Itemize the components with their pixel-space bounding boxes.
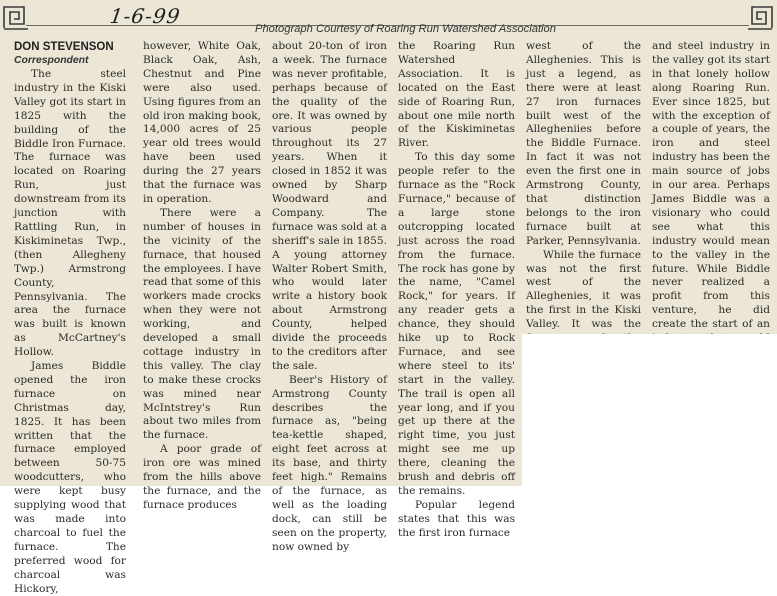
greek-key-ornament-icon xyxy=(748,4,774,30)
handwritten-date: 1-6-99 xyxy=(108,4,183,28)
paragraph: however, White Oak, Black Oak, Ash, Chestnut and Pine were also used. Using figures from an old iron making book, 14,000 acres of 25 year old trees would have been used during the 27 years that the furnace was in operation. xyxy=(143,40,261,205)
paragraph: James Biddle opened the iron furnace on Christmas day, 1825. It has been written that the furnace employed between 50-75 woodcutters, who were kept busy supplying wood that was made into charcoal to fuel the furnace. The preferred wood for charcoal was Hickory, xyxy=(14,360,126,595)
paragraph: To this day some people refer to the furnace as the "Rock Furnace," because of a large stone outcropping located just across the road from the furnace. The rock has gone by the name, "Camel Rock," for years. If any reader gets a chance, they should hike up to Rock Furnace, and see where steel to its' start in the valley. The trail is open all year long, and if you get up there at the right time, you just might see me up there, cleaning the brush and debris off the remains. xyxy=(398,151,515,497)
photo-credit: Photograph Courtesy of Roaring Run Watershed Association xyxy=(255,23,556,35)
paragraph: Beer's History of Armstrong County describes the furnace as, "being tea-kettle shaped, eight feet across at its base, and thirty feet high." Remains of the furnace, as well as the loading dock, can still be seen on the property, now owned by xyxy=(272,373,387,553)
paragraph: west of the Alleghenies. This is just a legend, as there were at least 27 iron furnaces built west of the Allegheniies before the Biddle Furnace. In fact it was not even the first one in Armstrong County, that distinction belongs to the iron furnace built at Parker, Pennsylvania. xyxy=(526,40,641,247)
paragraph: and steel industry in the valley got its start in that lonely hollow along Roaring Run. Ever since 1825, but with the exception of a couple of years, the iron and steel industry has been the main source of jobs in our area. Perhaps James Biddle was a visionary who could see what this industry would mean to the valley in the future. While Biddle never realized a profit from this venture, he did create the start of an xyxy=(652,40,770,331)
author-byline: DON STEVENSON xyxy=(14,41,114,53)
paragraph: While the furnace was not the first west of the Alleghenies, it was the first in the Kiski Valley. It was the xyxy=(526,248,641,331)
greek-key-ornament-icon xyxy=(2,4,28,30)
author-role: Correspondent xyxy=(14,55,89,66)
paragraph: A poor grade of iron ore was mined from the hills above the furnace, and the furnace produces xyxy=(143,443,261,511)
article-column-6 xyxy=(652,40,770,374)
paragraph: about 20-ton of iron a week. The furnace was never profitable, perhaps because of the quality of the ore. It was owned by various people throughout its 27 years. When it closed in 1852 it was owned by Sharp Woodward and Company. The furnace was sold at a sheriff's sale in 1855. A young attorney Walter Robert Smith, who would later write a history book about Armstrong County, helped divide the proceeds to the creditors after the sale. xyxy=(272,40,387,372)
article-column-4 xyxy=(398,40,515,541)
article-column-1 xyxy=(14,40,126,596)
paragraph: The steel industry in the Kiski Valley got its start in 1825 with the building of the Biddle Iron Furnace. The furnace was located on Roaring Run, just downstream from its junction with Rattling Run, in Kiskiminetas Twp., (then Allegheny Twp.) Armstrong County, Pennsylvania. The area the furnace was built is known as McCartney's Hollow. xyxy=(14,68,126,359)
paragraph: There were a number of houses in the vicinity of the furnace, that housed the employees. I have read that some of this workers made crocks when they were not working, and developed a small cottage industry in this valley. The clay to make these crocks was mined near McIntstrey's Run about two miles from the furnace. xyxy=(143,206,261,442)
article-column-3 xyxy=(272,40,387,555)
paragraph: Popular legend states that this was the first iron furnace xyxy=(398,498,515,539)
paragraph: the Roaring Run Watershed Association. It is located on the East side of Roaring Run, about one mile north of the Kiskiminetas River. xyxy=(398,40,515,150)
article-column-2 xyxy=(143,40,261,513)
blank-area xyxy=(522,334,777,486)
